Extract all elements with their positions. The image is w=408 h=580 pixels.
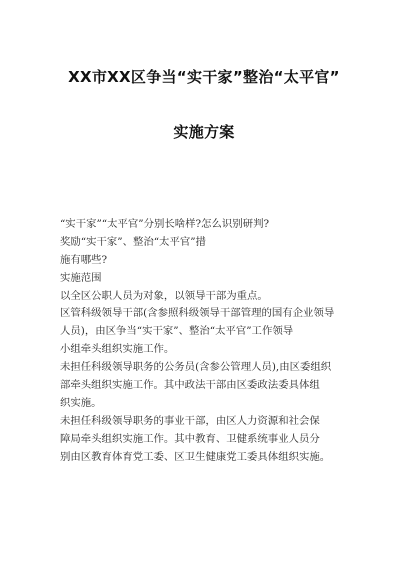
document-subtitle: 实施方案 (173, 123, 235, 141)
body-line-civil-servants-1: 未担任科级领导职务的公务员(含参公管理人员),由区委组织 (60, 361, 332, 374)
section-heading-scope: 实施范围 (60, 271, 102, 284)
body-line-scope: 以全区公职人员为对象，以领导干部为重点。 (60, 289, 268, 302)
body-line-district-cadres-2: 人员)，由区争当“实干家”、整治“太平官”工作领导 (60, 325, 294, 338)
body-line-measures-1: 奖励“实干家”、整治“太平官”措 (60, 235, 206, 248)
document-title: XX市XX区争当“实干家”整治“太平官” (68, 68, 340, 86)
document-body (60, 216, 360, 466)
body-line-civil-servants-2: 部牵头组织实施工作。其中政法干部由区委政法委具体组 (60, 379, 320, 392)
body-line-measures-2: 施有哪些? (60, 253, 108, 266)
body-line-district-cadres-1: 区管科级领导干部(含参照科级领导干部管理的国有企业领导 (60, 307, 335, 320)
body-line-question: “实干家”“太平官”分别长啥样?怎么识别研判? (60, 218, 270, 230)
body-line-institution-staff-3: 别由区教育体育党工委、区卫生健康党工委具体组织实施。 (60, 450, 331, 463)
body-line-institution-staff-1: 未担任科级领导职务的事业干部，由区人力资源和社会保 (60, 414, 320, 427)
body-line-district-cadres-3: 小组牵头组织实施工作。 (60, 343, 175, 356)
body-line-institution-staff-2: 障局牵头组织实施工作。其中教育、卫健系统事业人员分 (60, 432, 320, 445)
body-line-civil-servants-3: 织实施。 (60, 396, 102, 409)
